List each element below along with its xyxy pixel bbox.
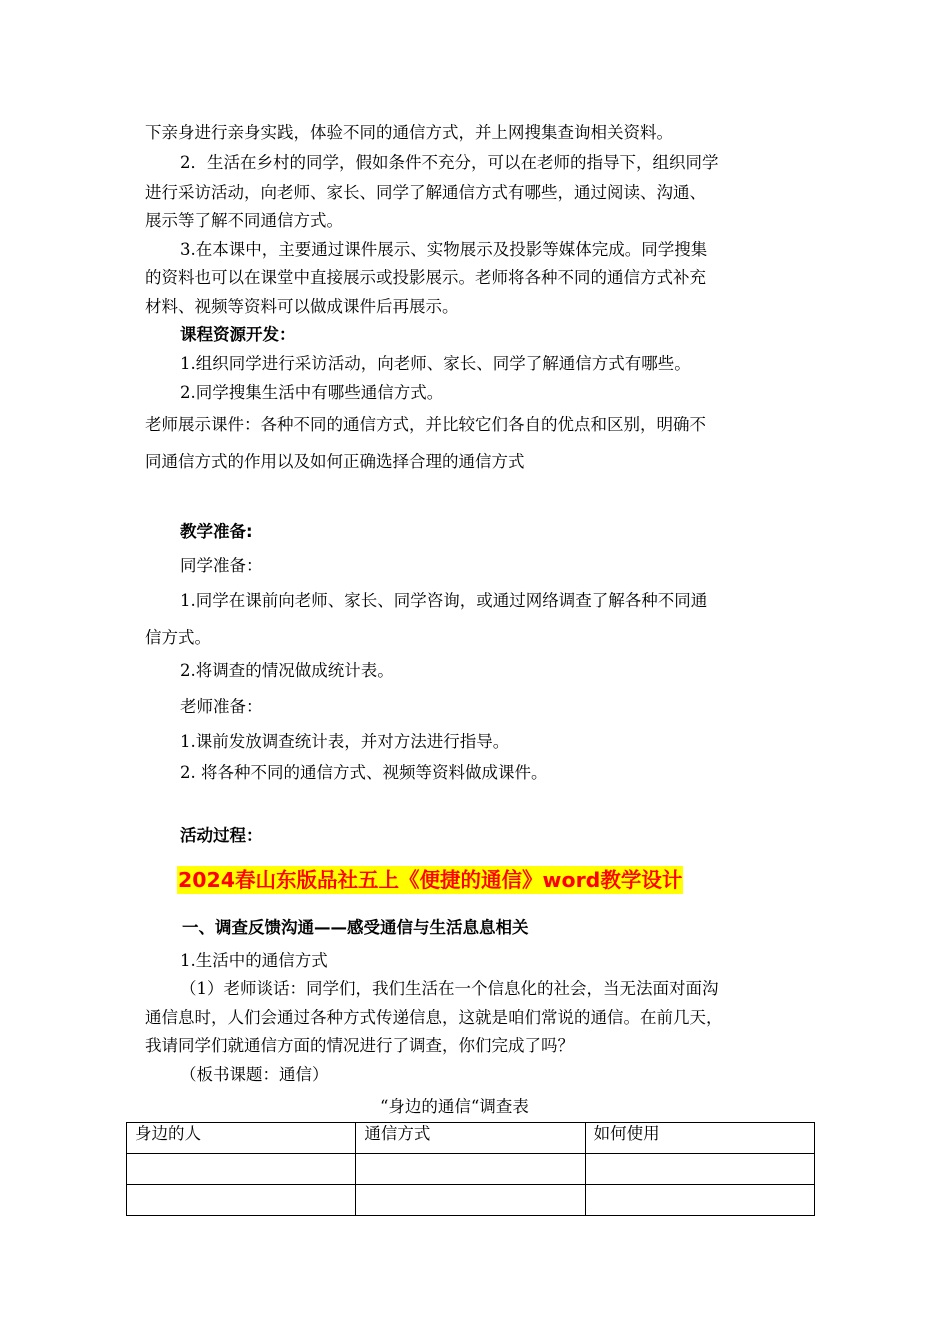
- paragraph-line: （1）老师谈话：同学们，我们生活在一个信息化的社会，当无法面对面沟: [180, 979, 719, 998]
- table-header-cell: 如何使用: [585, 1123, 814, 1154]
- paragraph-line: 通信息时，人们会通过各种方式传递信息，这就是咱们常说的通信。在前几天，: [145, 1008, 723, 1027]
- paragraph-line: 同通信方式的作用以及如何正确选择合理的通信方式: [145, 452, 525, 471]
- paragraph-line: 2.将调查的情况做成统计表。: [180, 661, 394, 680]
- paragraph-line: 1.生活中的通信方式: [180, 951, 328, 970]
- paragraph-line: 进行采访活动，向老师、家长、同学了解通信方式有哪些，通过阅读、沟通、: [145, 183, 706, 202]
- document-title-wrapper: [177, 866, 683, 894]
- section-heading: 活动过程：: [180, 826, 263, 845]
- paragraph-line: 1.课前发放调查统计表，并对方法进行指导。: [180, 732, 510, 751]
- document-title: 2024春山东版品社五上《便捷的通信》word教学设计: [178, 868, 683, 892]
- table-cell[interactable]: [356, 1154, 585, 1185]
- paragraph-line: 1.同学在课前向老师、家长、同学咨询，或通过网络调查了解各种不同通: [180, 591, 708, 610]
- table-cell[interactable]: [127, 1185, 356, 1216]
- paragraph-line: 我请同学们就通信方面的情况进行了调查，你们完成了吗？: [145, 1036, 574, 1055]
- table-row: [127, 1185, 815, 1216]
- survey-table: [126, 1122, 815, 1216]
- paragraph-line: 的资料也可以在课堂中直接展示或投影展示。老师将各种不同的通信方式补充: [145, 268, 706, 287]
- table-cell[interactable]: [127, 1154, 356, 1185]
- paragraph-line: （板书课题：通信）: [180, 1065, 329, 1084]
- paragraph-line: 信方式。: [145, 628, 211, 647]
- section-heading: 课程资源开发：: [180, 325, 296, 344]
- table-cell[interactable]: [585, 1185, 814, 1216]
- paragraph-line: 同学准备：: [180, 556, 263, 575]
- section-heading: 一、调查反馈沟通——感受通信与生活息息相关: [182, 918, 529, 937]
- paragraph-line: 老师准备：: [180, 697, 263, 716]
- paragraph-line: 1.组织同学进行采访活动，向老师、家长、同学了解通信方式有哪些。: [180, 354, 691, 373]
- table-row: [127, 1154, 815, 1185]
- table-cell[interactable]: [585, 1154, 814, 1185]
- table-header-cell: 通信方式: [356, 1123, 585, 1154]
- table-header-cell: 身边的人: [127, 1123, 356, 1154]
- table-caption: “身边的通信“调查表: [380, 1097, 529, 1116]
- paragraph-line: 2. 将各种不同的通信方式、视频等资料做成课件。: [180, 763, 548, 782]
- table-header-row: [127, 1123, 815, 1154]
- paragraph-line: 2．生活在乡村的同学，假如条件不充分，可以在老师的指导下，组织同学: [180, 153, 719, 172]
- paragraph-line: 老师展示课件：各种不同的通信方式，并比较它们各自的优点和区别，明确不: [145, 415, 706, 434]
- paragraph-line: 2.同学搜集生活中有哪些通信方式。: [180, 383, 444, 402]
- paragraph-line: 展示等了解不同通信方式。: [145, 211, 343, 230]
- paragraph-line: 3.在本课中，主要通过课件展示、实物展示及投影等媒体完成。同学搜集: [180, 240, 708, 259]
- section-heading: 教学准备:: [180, 522, 253, 541]
- table-cell[interactable]: [356, 1185, 585, 1216]
- paragraph-line: 材料、视频等资料可以做成课件后再展示。: [145, 297, 459, 316]
- paragraph-line: 下亲身进行亲身实践，体验不同的通信方式，并上网搜集查询相关资料。: [145, 123, 673, 142]
